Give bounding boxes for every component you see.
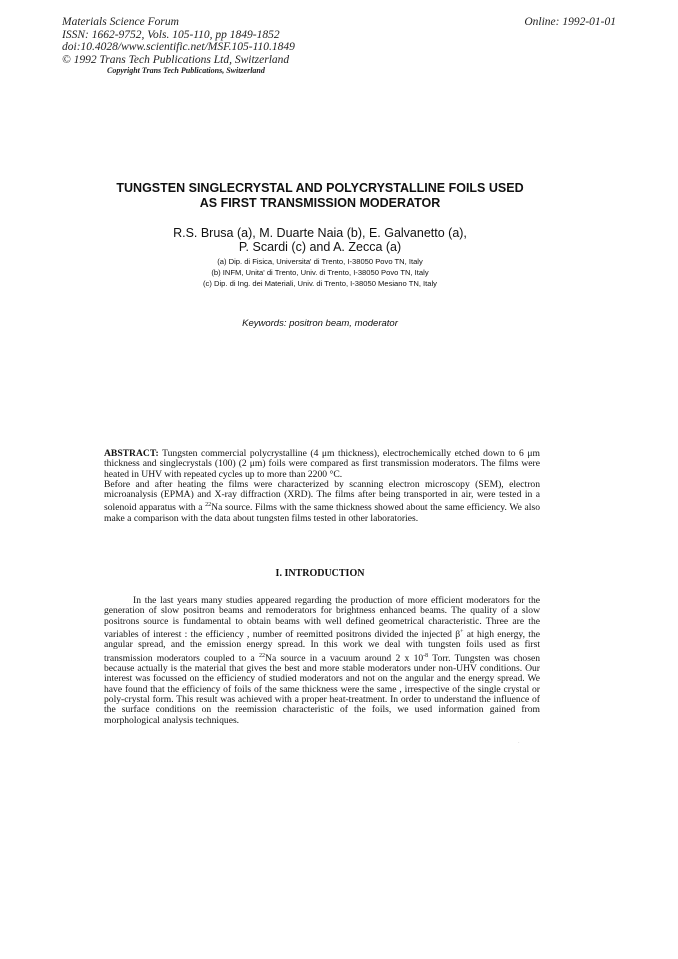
doi-line: doi:10.4028/www.scientific.net/MSF.105-110.1849 xyxy=(62,41,295,53)
isotope-superscript-2: 22 xyxy=(259,652,266,659)
title-line-1: TUNGSTEN SINGLECRYSTAL AND POLYCRYSTALLINE FOILS USED xyxy=(116,181,524,195)
beta-plus-superscript: + xyxy=(460,628,464,635)
abstract-text-2a: Before and after heating the films were characterized by scanning electron microscopy (SEM), electron microanalysis (EPMA) and X-ray diffraction (XRD). The films after being transported in air, were tested in a solenoid apparatus with a xyxy=(104,478,540,514)
isotope-superscript: 22 xyxy=(205,502,212,509)
abstract xyxy=(104,449,540,524)
intro-text-4: Torr. Tungsten was chosen because actually is the material that gives the best and more stable moderators under non-UHV conditions. Our interest was focussed on the efficiency of studied moderators and not on the angular and the energy spread. We have found that the efficiency of foils of the same thickness were the same , irrespective of the single crystal or poly-crystal form. This result was achieved with a proper heat-treatment. In order to understand the influence of the surface conditions on the reemission characteristic of the foils, we used information gained from morphological analysis techniques. xyxy=(104,652,540,726)
issn-line: ISSN: 1662-9752, Vols. 105-110, pp 1849-1852 xyxy=(62,28,280,41)
abstract-text-2b: Na source. Films with the same thickness showed about the same efficiency. We also make a comparison with the data about tungsten films tested in other laboratories. xyxy=(104,502,540,524)
abstract-paragraph-1 xyxy=(104,449,540,480)
copyright-stamp: Copyright Trans Tech Publications, Switzerland xyxy=(107,66,265,75)
journal-header xyxy=(62,16,382,66)
affiliations xyxy=(120,256,520,289)
abstract-label: ABSTRACT: xyxy=(104,448,159,459)
authors xyxy=(120,227,520,254)
scan-speck: · xyxy=(518,740,520,746)
abstract-paragraph-2 xyxy=(104,480,540,524)
journal-name: Materials Science Forum xyxy=(62,16,179,28)
authors-line-1: R.S. Brusa (a), M. Duarte Naia (b), E. Galvanetto (a), xyxy=(173,226,467,240)
introduction-paragraph xyxy=(104,596,540,726)
abstract-text-1: Tungsten commercial polycrystalline (4 μm thickness), electrochemically etched down to 6 μm thickness and singlecrystals (100) (2 μm) foils were compared as first transmission moderators. The films were heated in UHV with repeated cycles up to more than 2200 °C. xyxy=(104,448,540,480)
affiliation-c: (c) Dip. di Ing. dei Materiali, Univ. di Trento, I-38050 Mesiano TN, Italy xyxy=(203,279,437,288)
affiliation-b: (b) INFM, Unita' di Trento, Univ. di Trento, I-38050 Povo TN, Italy xyxy=(211,268,429,277)
authors-line-2: P. Scardi (c) and A. Zecca (a) xyxy=(238,239,402,254)
keywords: Keywords: positron beam, moderator xyxy=(242,318,398,329)
online-date: Online: 1992-01-01 xyxy=(524,16,616,28)
exponent-superscript: -8 xyxy=(423,652,429,659)
copyright-line: © 1992 Trans Tech Publications Ltd, Switzerland xyxy=(62,53,290,66)
section-heading-introduction: I. INTRODUCTION xyxy=(275,568,365,579)
affiliation-a: (a) Dip. di Fisica, Universita' di Trento, I-38050 Povo TN, Italy xyxy=(217,257,423,266)
paper-title xyxy=(80,181,560,211)
title-line-2: AS FIRST TRANSMISSION MODERATOR xyxy=(199,196,441,210)
intro-text-1: In the last years many studies appeared regarding the production of more efficient moderators for the generation of slow positron beams and remoderators for brightness enhanced beams. The quality of a slow positrons source is fundamental to obtain beams with well defined geometrical characteristic. Three are the variables of interest : the efficiency , number of reemitted positrons divided the injected β xyxy=(104,595,540,641)
intro-text-2: at high energy, the angular spread, and the emission energy spread. In this work we deal with tungsten foils used as first transmission moderators coupled to a xyxy=(104,629,541,664)
intro-text-3: Na source in a vacuum around 2 x 10 xyxy=(265,652,424,664)
